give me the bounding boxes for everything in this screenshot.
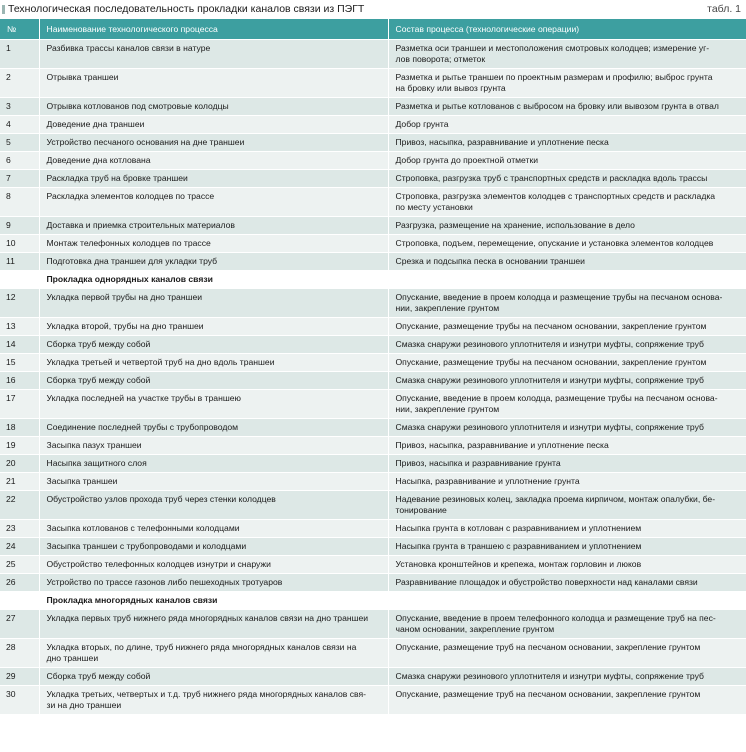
table-row (0, 574, 746, 592)
table-caption (0, 0, 746, 19)
row-number: 29 (0, 668, 39, 686)
process-operations: Разметка и рытье котлованов с выбросом на бровку или вывозом грунта в отвал (388, 98, 746, 116)
process-operations: Добор грунта до проектной отметки (388, 152, 746, 170)
process-name: Обустройство узлов прохода труб через стенки колодцев (39, 491, 388, 520)
row-number: 20 (0, 455, 39, 473)
process-name: Укладка вторых, по длине, труб нижнего ряда многорядных каналов связи на дно траншеи (39, 639, 388, 668)
process-name: Раскладка труб на бровке траншеи (39, 170, 388, 188)
table-row (0, 610, 746, 639)
header-operations: Состав процесса (технологические операции) (388, 19, 746, 40)
table-row (0, 336, 746, 354)
process-operations: Разгрузка, размещение на хранение, использование в дело (388, 217, 746, 235)
table-row (0, 170, 746, 188)
process-name: Засыпка котлованов с телефонными колодцами (39, 520, 388, 538)
process-operations: Добор грунта (388, 116, 746, 134)
process-name: Сборка труб между собой (39, 668, 388, 686)
table-row (0, 217, 746, 235)
section-title: Прокладка многорядных каналов связи (39, 592, 746, 610)
header-number: № (0, 19, 39, 40)
row-number: 4 (0, 116, 39, 134)
table-row (0, 455, 746, 473)
table-row (0, 419, 746, 437)
table-row (0, 69, 746, 98)
row-number: 21 (0, 473, 39, 491)
table-row (0, 98, 746, 116)
process-name: Подготовка дна траншеи для укладки труб (39, 253, 388, 271)
process-operations: Разметка оси траншеи и местоположения смотровых колодцев; измерение уг- лов поворота; отметок (388, 40, 746, 69)
process-name: Отрывка траншеи (39, 69, 388, 98)
process-name: Обустройство телефонных колодцев изнутри и снаружи (39, 556, 388, 574)
table-row (0, 253, 746, 271)
row-number: 1 (0, 40, 39, 69)
process-name: Раскладка элементов колодцев по трассе (39, 188, 388, 217)
process-name: Доведение дна траншеи (39, 116, 388, 134)
process-name: Устройство по трассе газонов либо пешеходных тротуаров (39, 574, 388, 592)
process-operations: Опускание, размещение трубы на песчаном основании, закрепление грунтом (388, 354, 746, 372)
row-number: 6 (0, 152, 39, 170)
process-operations: Смазка снаружи резинового уплотнителя и изнутри муфты, сопряжение труб (388, 419, 746, 437)
table-row (0, 152, 746, 170)
process-operations: Насыпка грунта в котлован с разравниванием и уплотнением (388, 520, 746, 538)
row-number: 22 (0, 491, 39, 520)
row-number: 30 (0, 686, 39, 715)
row-number: 25 (0, 556, 39, 574)
process-operations: Опускание, введение в проем телефонного колодца и размещение труб на пес- чаном основании, закрепление грунтом (388, 610, 746, 639)
process-operations: Опускание, размещение труб на песчаном основании, закрепление грунтом (388, 686, 746, 715)
process-operations: Разметка и рытье траншеи по проектным размерам и профилю; выброс грунта на бровку или вывоз грунта (388, 69, 746, 98)
table-row (0, 520, 746, 538)
table-row (0, 639, 746, 668)
process-operations: Смазка снаружи резинового уплотнителя и изнутри муфты, сопряжение труб (388, 372, 746, 390)
process-name: Укладка второй, трубы на дно траншеи (39, 318, 388, 336)
table-row (0, 289, 746, 318)
row-number: 2 (0, 69, 39, 98)
table-row (0, 372, 746, 390)
caption-marker (2, 5, 5, 14)
process-name: Отрывка котлованов под смотровые колодцы (39, 98, 388, 116)
row-number: 8 (0, 188, 39, 217)
process-operations: Насыпка грунта в траншею с разравниванием и уплотнением (388, 538, 746, 556)
row-number: 5 (0, 134, 39, 152)
process-name: Доставка и приемка строительных материалов (39, 217, 388, 235)
process-operations: Строповка, разгрузка труб с транспортных средств и раскладка вдоль трассы (388, 170, 746, 188)
table-row (0, 318, 746, 336)
row-number: 24 (0, 538, 39, 556)
process-name: Насыпка защитного слоя (39, 455, 388, 473)
process-operations: Привоз, насыпка и разравнивание грунта (388, 455, 746, 473)
table-row (0, 116, 746, 134)
table-row (0, 668, 746, 686)
table-row (0, 437, 746, 455)
section-spacer (0, 271, 39, 289)
process-name: Соединение последней трубы с трубопроводом (39, 419, 388, 437)
section-spacer (0, 592, 39, 610)
process-name: Укладка третьих, четвертых и т.д. труб нижнего ряда многорядных каналов свя- зи на дно траншеи (39, 686, 388, 715)
process-name: Засыпка траншеи (39, 473, 388, 491)
table-row (0, 354, 746, 372)
row-number: 16 (0, 372, 39, 390)
process-operations: Строповка, подъем, перемещение, опускание и установка элементов колодцев (388, 235, 746, 253)
process-name: Сборка труб между собой (39, 372, 388, 390)
row-number: 9 (0, 217, 39, 235)
section-row (0, 271, 746, 289)
process-name: Устройство песчаного основания на дне траншеи (39, 134, 388, 152)
process-operations: Срезка и подсыпка песка в основании траншеи (388, 253, 746, 271)
process-operations: Разравнивание площадок и обустройство поверхности над каналами связи (388, 574, 746, 592)
row-number: 17 (0, 390, 39, 419)
process-name: Укладка последней на участке трубы в траншею (39, 390, 388, 419)
process-operations: Надевание резиновых колец, закладка проема кирпичом, монтаж опалубки, бе- тонирование (388, 491, 746, 520)
table-body (0, 40, 746, 715)
table-row (0, 40, 746, 69)
process-operations: Смазка снаружи резинового уплотнителя и изнутри муфты, сопряжение труб (388, 668, 746, 686)
row-number: 15 (0, 354, 39, 372)
row-number: 7 (0, 170, 39, 188)
process-name: Доведение дна котлована (39, 152, 388, 170)
table-row (0, 686, 746, 715)
row-number: 11 (0, 253, 39, 271)
section-title: Прокладка однорядных каналов связи (39, 271, 746, 289)
process-operations: Установка кронштейнов и крепежа, монтаж горловин и люков (388, 556, 746, 574)
row-number: 19 (0, 437, 39, 455)
process-operations: Строповка, разгрузка элементов колодцев с транспортных средств и раскладка по месту установки (388, 188, 746, 217)
process-name: Засыпка пазух траншеи (39, 437, 388, 455)
table-header (0, 19, 746, 40)
process-name: Монтаж телефонных колодцев по трассе (39, 235, 388, 253)
row-number: 10 (0, 235, 39, 253)
table-number: табл. 1 (707, 3, 741, 15)
process-name: Укладка первых труб нижнего ряда многорядных каналов связи на дно траншеи (39, 610, 388, 639)
row-number: 18 (0, 419, 39, 437)
table-row (0, 188, 746, 217)
process-name: Укладка третьей и четвертой труб на дно вдоль траншеи (39, 354, 388, 372)
process-operations: Опускание, введение в проем колодца и размещение трубы на песчаном основа- нии, закрепление грунтом (388, 289, 746, 318)
table-title: Технологическая последовательность прокладки каналов связи из ПЭГТ (8, 3, 365, 15)
row-number: 27 (0, 610, 39, 639)
table-row (0, 556, 746, 574)
table-row (0, 235, 746, 253)
row-number: 28 (0, 639, 39, 668)
table-row (0, 473, 746, 491)
row-number: 26 (0, 574, 39, 592)
process-operations: Привоз, насыпка, разравнивание и уплотнение песка (388, 134, 746, 152)
process-operations: Насыпка, разравнивание и уплотнение грунта (388, 473, 746, 491)
process-table (0, 19, 746, 714)
table-row (0, 538, 746, 556)
row-number: 14 (0, 336, 39, 354)
row-number: 12 (0, 289, 39, 318)
header-row (0, 19, 746, 40)
process-name: Разбивка трассы каналов связи в натуре (39, 40, 388, 69)
process-operations: Опускание, введение в проем колодца, размещение трубы на песчаном основа- нии, закрепление грунтом (388, 390, 746, 419)
table-row (0, 491, 746, 520)
table-row (0, 134, 746, 152)
process-name: Сборка труб между собой (39, 336, 388, 354)
process-operations: Смазка снаружи резинового уплотнителя и изнутри муфты, сопряжение труб (388, 336, 746, 354)
row-number: 23 (0, 520, 39, 538)
header-process-name: Наименование технологического процесса (39, 19, 388, 40)
section-row (0, 592, 746, 610)
row-number: 13 (0, 318, 39, 336)
process-operations: Опускание, размещение трубы на песчаном основании, закрепление грунтом (388, 318, 746, 336)
process-operations: Привоз, насыпка, разравнивание и уплотнение песка (388, 437, 746, 455)
process-operations: Опускание, размещение труб на песчаном основании, закрепление грунтом (388, 639, 746, 668)
process-name: Укладка первой трубы на дно траншеи (39, 289, 388, 318)
row-number: 3 (0, 98, 39, 116)
process-name: Засыпка траншеи с трубопроводами и колодцами (39, 538, 388, 556)
table-row (0, 390, 746, 419)
